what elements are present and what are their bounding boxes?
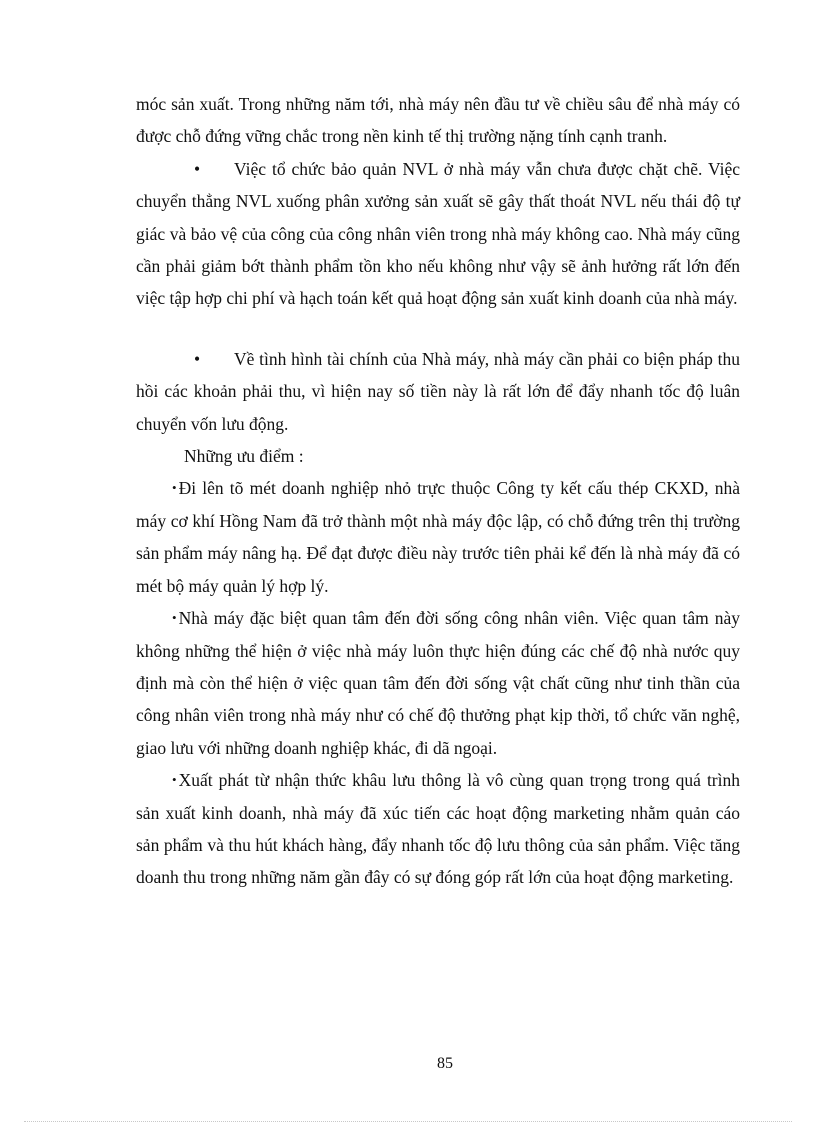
- footer-divider: [24, 1121, 792, 1122]
- paragraph-investment: móc sản xuất. Trong những năm tới, nhà máy nên đầu tư về chiều sâu để nhà máy có được chỗ đứng vững chắc trong nền kinh tế thị trường nặng tính cạnh tranh.: [136, 94, 740, 147]
- bullet-material-storage: [136, 153, 740, 315]
- bullet-material-storage-text: Việc tổ chức bảo quản NVL ở nhà máy vẫn chưa được chặt chẽ. Việc chuyển thẳng NVL xuống phân xưởng sản xuất sẽ gây thất thoát NVL nếu thái độ tự giác và bảo vệ của công của công nhân viên trong nhà máy không cao. Nhà máy cũng cần phải giảm bớt thành phẩm tồn kho nếu không như vậy sẽ ảnh hưởng rất lớn đến việc tập hợp chi phí và hạch toán kết quả hoạt động sản xuất kinh doanh của nhà máy.: [136, 158, 740, 309]
- strengths-heading: Những ưu điểm :: [184, 446, 304, 467]
- strength-item-employee-care-text: Nhà máy đặc biệt quan tâm đến đời sống công nhân viên. Việc quan tâm này không những thể hiện ở việc nhà máy luôn thực hiện đúng các chế độ nhà nước quy định mà còn thể hiện ở việc quan tâm đến đời sống vật chất cũng như tinh thần của công nhân viên trong nhà máy như có chế độ thưởng phạt kịp thời, tổ chức văn nghệ, giao lưu với những doanh nghiệp khác, đi dã ngoại.: [136, 608, 740, 758]
- bullet-financial-situation-text: Về tình hình tài chính của Nhà máy, nhà máy cần phải co biện pháp thu hồi các khoản phải thu, vì hiện nay số tiền này là rất lớn để đẩy nhanh tốc độ luân chuyển vốn lưu động.: [136, 348, 740, 434]
- bullet-icon: •: [172, 610, 177, 626]
- page-number: 85: [437, 1055, 453, 1072]
- bullet-icon: •: [172, 480, 177, 496]
- bullet-icon: •: [172, 772, 177, 788]
- bullet-icon: •: [194, 348, 201, 369]
- strength-item-independent-plant: [136, 472, 740, 602]
- document-body: [136, 88, 740, 894]
- bullet-icon: •: [194, 158, 201, 179]
- paragraph-gap: [136, 315, 740, 343]
- strength-item-marketing-text: Xuất phát từ nhận thức khâu lưu thông là vô cùng quan trọng trong quá trình sản xuất kinh doanh, nhà máy đã xúc tiến các hoạt động marketing nhằm quản cáo sản phẩm và thu hút khách hàng, đẩy nhanh tốc độ lưu thông của sản phẩm. Việc tăng doanh thu trong những năm gần đây có sự đóng góp rất lớn của hoạt động marketing.: [136, 770, 740, 888]
- strength-item-employee-care: [136, 602, 740, 764]
- strength-item-marketing: [136, 764, 740, 894]
- bullet-financial-situation: [136, 343, 740, 440]
- strength-item-independent-plant-text: Đi lên tõ mét doanh nghiệp nhỏ trực thuộc Công ty kết cấu thép CKXD, nhà máy cơ khí Hồng Nam đã trở thành một nhà máy độc lập, có chỗ đứng trên thị trường sản phẩm máy nâng hạ. Để đạt được điều này trước tiên phải kể đến là nhà máy đã có mét bộ máy quản lý hợp lý.: [136, 478, 740, 596]
